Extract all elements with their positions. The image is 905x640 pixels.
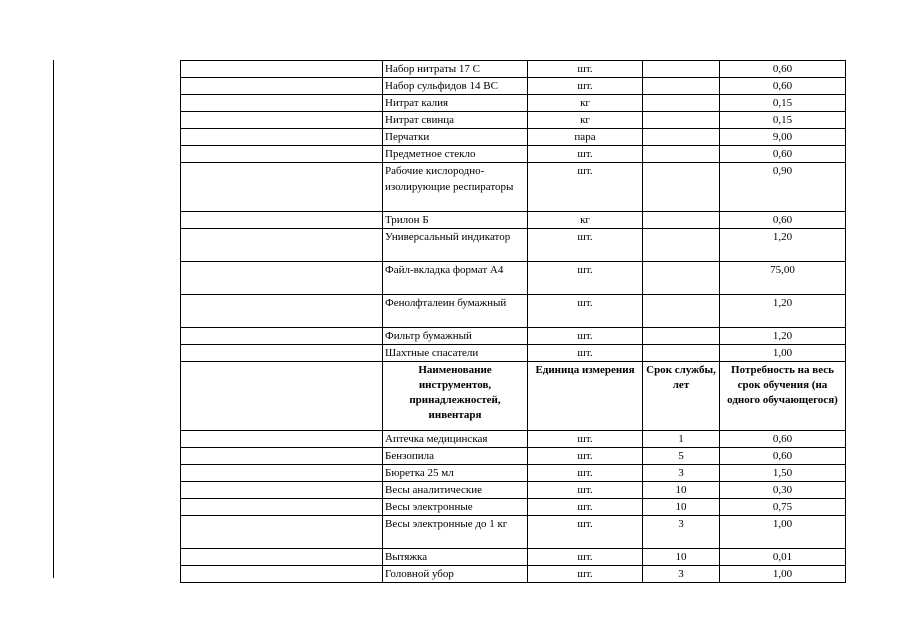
need-cell: 0,60 — [720, 61, 846, 78]
item-name-cell: Бюретка 25 мл — [383, 465, 528, 482]
row-spacer-cell — [181, 566, 383, 583]
row-spacer-cell — [181, 516, 383, 549]
unit-cell: шт. — [528, 499, 643, 516]
need-cell: 0,15 — [720, 112, 846, 129]
table-row — [181, 61, 846, 78]
item-name-cell: Рабочие кислородно-изолирующие респираторы — [383, 163, 528, 212]
item-name-cell: Перчатки — [383, 129, 528, 146]
service-life-cell — [643, 163, 720, 212]
table-row — [181, 112, 846, 129]
row-spacer-cell — [181, 482, 383, 499]
row-spacer-cell — [181, 112, 383, 129]
service-life-cell — [643, 262, 720, 295]
page-margin-line — [53, 60, 54, 578]
table-row — [181, 78, 846, 95]
unit-cell: шт. — [528, 262, 643, 295]
item-name-cell: Вытяжка — [383, 549, 528, 566]
row-spacer-cell — [181, 262, 383, 295]
table-header-row — [181, 362, 846, 431]
header-need: Потребность на весь срок обучения (на одного обучающегося) — [720, 362, 846, 431]
need-cell: 1,00 — [720, 516, 846, 549]
item-name-cell: Предметное стекло — [383, 146, 528, 163]
need-cell: 9,00 — [720, 129, 846, 146]
need-cell: 1,20 — [720, 295, 846, 328]
service-life-cell — [643, 212, 720, 229]
row-spacer-cell — [181, 95, 383, 112]
need-cell: 0,90 — [720, 163, 846, 212]
service-life-cell: 1 — [643, 431, 720, 448]
row-spacer-cell — [181, 465, 383, 482]
need-cell: 0,60 — [720, 146, 846, 163]
unit-cell: шт. — [528, 465, 643, 482]
need-cell: 1,20 — [720, 328, 846, 345]
header-service-life: Срок службы, лет — [643, 362, 720, 431]
service-life-cell — [643, 229, 720, 262]
item-name-cell: Весы электронные — [383, 499, 528, 516]
need-cell: 75,00 — [720, 262, 846, 295]
service-life-cell — [643, 95, 720, 112]
item-name-cell: Весы аналитические — [383, 482, 528, 499]
table-row — [181, 516, 846, 549]
service-life-cell — [643, 345, 720, 362]
item-name-cell: Шахтные спасатели — [383, 345, 528, 362]
unit-cell: шт. — [528, 448, 643, 465]
table-row — [181, 465, 846, 482]
service-life-cell — [643, 112, 720, 129]
header-spacer-cell — [181, 362, 383, 431]
unit-cell: шт. — [528, 549, 643, 566]
unit-cell: шт. — [528, 516, 643, 549]
row-spacer-cell — [181, 448, 383, 465]
unit-cell: шт. — [528, 163, 643, 212]
unit-cell: шт. — [528, 345, 643, 362]
item-name-cell: Фенолфталеин бумажный — [383, 295, 528, 328]
need-cell: 0,60 — [720, 448, 846, 465]
unit-cell: кг — [528, 112, 643, 129]
unit-cell: пара — [528, 129, 643, 146]
row-spacer-cell — [181, 129, 383, 146]
unit-cell: шт. — [528, 146, 643, 163]
row-spacer-cell — [181, 431, 383, 448]
service-life-cell: 10 — [643, 549, 720, 566]
service-life-cell — [643, 146, 720, 163]
item-name-cell: Универсальный индикатор — [383, 229, 528, 262]
need-cell: 0,75 — [720, 499, 846, 516]
item-name-cell: Набор нитраты 17 С — [383, 61, 528, 78]
unit-cell: шт. — [528, 229, 643, 262]
table-row — [181, 295, 846, 328]
item-name-cell: Весы электронные до 1 кг — [383, 516, 528, 549]
unit-cell: шт. — [528, 566, 643, 583]
row-spacer-cell — [181, 295, 383, 328]
row-spacer-cell — [181, 212, 383, 229]
table-row — [181, 262, 846, 295]
item-name-cell: Набор сульфидов 14 ВС — [383, 78, 528, 95]
row-spacer-cell — [181, 499, 383, 516]
service-life-cell — [643, 61, 720, 78]
table-row — [181, 146, 846, 163]
need-cell: 1,50 — [720, 465, 846, 482]
table-row — [181, 328, 846, 345]
item-name-cell: Аптечка медицинская — [383, 431, 528, 448]
unit-cell: шт. — [528, 61, 643, 78]
service-life-cell: 3 — [643, 516, 720, 549]
need-cell: 1,00 — [720, 566, 846, 583]
service-life-cell — [643, 129, 720, 146]
unit-cell: кг — [528, 95, 643, 112]
table-row — [181, 163, 846, 212]
need-cell: 0,60 — [720, 431, 846, 448]
service-life-cell — [643, 295, 720, 328]
item-name-cell: Нитрат свинца — [383, 112, 528, 129]
unit-cell: кг — [528, 212, 643, 229]
table-row — [181, 129, 846, 146]
row-spacer-cell — [181, 549, 383, 566]
unit-cell: шт. — [528, 295, 643, 328]
item-name-cell: Нитрат калия — [383, 95, 528, 112]
service-life-cell: 10 — [643, 482, 720, 499]
row-spacer-cell — [181, 163, 383, 212]
table-row — [181, 482, 846, 499]
table-row — [181, 549, 846, 566]
row-spacer-cell — [181, 61, 383, 78]
row-spacer-cell — [181, 328, 383, 345]
need-cell: 0,15 — [720, 95, 846, 112]
table-row — [181, 229, 846, 262]
table-row — [181, 499, 846, 516]
item-name-cell: Трилон Б — [383, 212, 528, 229]
row-spacer-cell — [181, 146, 383, 163]
item-name-cell: Головной убор — [383, 566, 528, 583]
row-spacer-cell — [181, 78, 383, 95]
table-row — [181, 345, 846, 362]
service-life-cell: 3 — [643, 566, 720, 583]
service-life-cell — [643, 328, 720, 345]
service-life-cell: 5 — [643, 448, 720, 465]
need-cell: 1,20 — [720, 229, 846, 262]
unit-cell: шт. — [528, 482, 643, 499]
need-cell: 0,60 — [720, 212, 846, 229]
need-cell: 1,00 — [720, 345, 846, 362]
row-spacer-cell — [181, 229, 383, 262]
table-row — [181, 566, 846, 583]
table-row — [181, 212, 846, 229]
equipment-table — [180, 60, 846, 583]
need-cell: 0,01 — [720, 549, 846, 566]
item-name-cell: Фильтр бумажный — [383, 328, 528, 345]
row-spacer-cell — [181, 345, 383, 362]
item-name-cell: Бензопила — [383, 448, 528, 465]
need-cell: 0,30 — [720, 482, 846, 499]
service-life-cell — [643, 78, 720, 95]
unit-cell: шт. — [528, 78, 643, 95]
table-row — [181, 95, 846, 112]
service-life-cell: 10 — [643, 499, 720, 516]
unit-cell: шт. — [528, 328, 643, 345]
unit-cell: шт. — [528, 431, 643, 448]
table-row — [181, 431, 846, 448]
header-unit: Единица измерения — [528, 362, 643, 431]
table-row — [181, 448, 846, 465]
item-name-cell: Файл-вкладка формат А4 — [383, 262, 528, 295]
need-cell: 0,60 — [720, 78, 846, 95]
service-life-cell: 3 — [643, 465, 720, 482]
header-name: Наименование инструментов, принадлежностей, инвентаря — [383, 362, 528, 431]
